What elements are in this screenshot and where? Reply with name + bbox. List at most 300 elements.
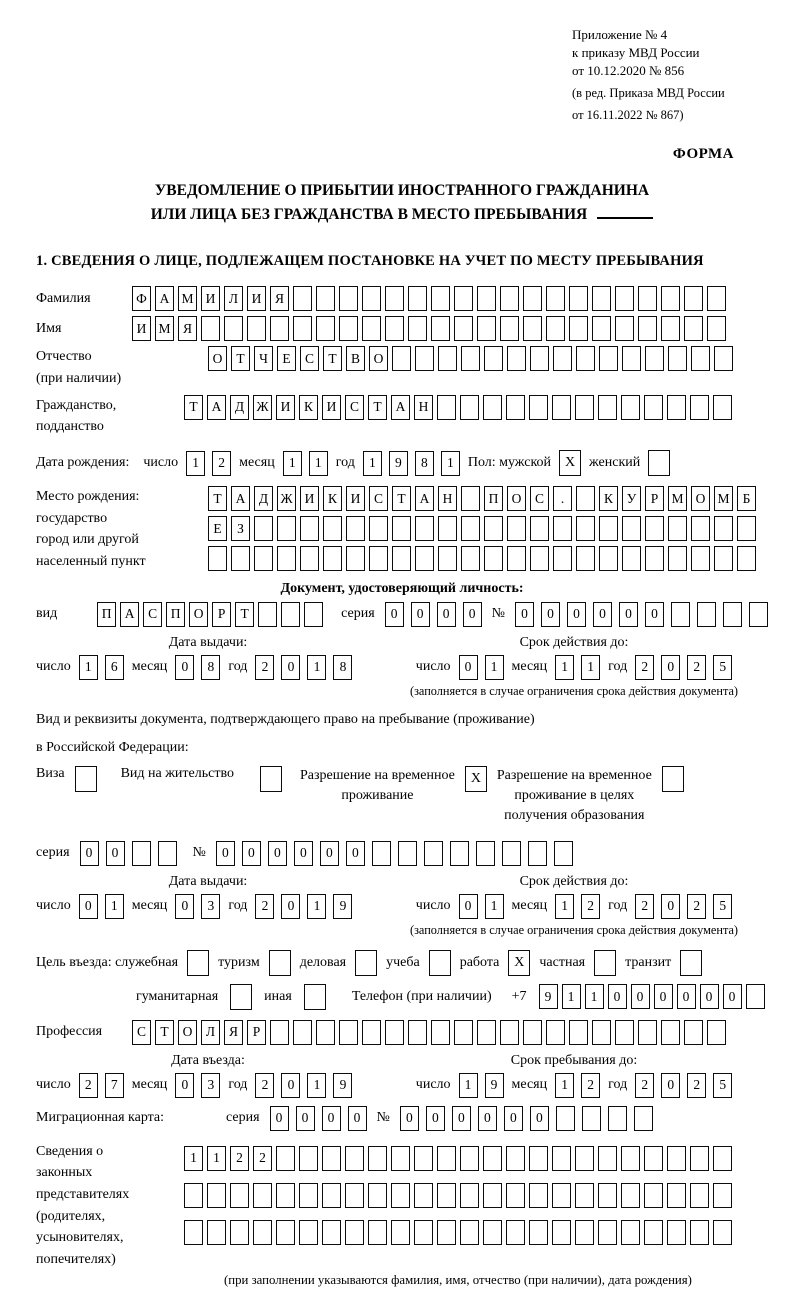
char-box[interactable]: [323, 546, 342, 571]
char-box[interactable]: Д: [230, 395, 249, 420]
char-box[interactable]: И: [276, 395, 295, 420]
char-box[interactable]: 0: [504, 1106, 523, 1131]
char-box[interactable]: 0: [645, 602, 664, 627]
char-box[interactable]: [576, 516, 595, 541]
char-box[interactable]: [362, 286, 381, 311]
char-box[interactable]: 1: [307, 1073, 326, 1098]
char-box[interactable]: [661, 286, 680, 311]
char-box[interactable]: [592, 1020, 611, 1045]
char-box[interactable]: [461, 346, 480, 371]
char-box[interactable]: 2: [253, 1146, 272, 1171]
char-box[interactable]: [690, 1146, 709, 1171]
char-box[interactable]: Р: [212, 602, 231, 627]
char-box[interactable]: [414, 1220, 433, 1245]
char-box[interactable]: [369, 516, 388, 541]
char-box[interactable]: [644, 1146, 663, 1171]
char-box[interactable]: А: [155, 286, 174, 311]
char-box[interactable]: [461, 516, 480, 541]
residence-permit-checkbox[interactable]: [260, 766, 282, 792]
char-box[interactable]: [460, 395, 479, 420]
char-box[interactable]: [276, 1183, 295, 1208]
char-box[interactable]: [207, 1220, 226, 1245]
humanitarian-checkbox[interactable]: [230, 984, 252, 1010]
char-box[interactable]: [392, 546, 411, 571]
char-box[interactable]: [645, 546, 664, 571]
char-box[interactable]: 2: [255, 655, 274, 680]
char-box[interactable]: [316, 316, 335, 341]
char-box[interactable]: И: [346, 486, 365, 511]
char-box[interactable]: [529, 1220, 548, 1245]
char-box[interactable]: [461, 546, 480, 571]
char-box[interactable]: 1: [79, 655, 98, 680]
char-box[interactable]: 0: [268, 841, 287, 866]
transit-checkbox[interactable]: [680, 950, 702, 976]
char-box[interactable]: [454, 1020, 473, 1045]
char-box[interactable]: [454, 286, 473, 311]
char-box[interactable]: С: [132, 1020, 151, 1045]
char-box[interactable]: [477, 286, 496, 311]
char-box[interactable]: 0: [320, 841, 339, 866]
char-box[interactable]: [661, 1020, 680, 1045]
char-box[interactable]: 0: [567, 602, 586, 627]
char-box[interactable]: [684, 316, 703, 341]
char-box[interactable]: [345, 1183, 364, 1208]
char-box[interactable]: [546, 316, 565, 341]
char-box[interactable]: [254, 546, 273, 571]
study-checkbox[interactable]: [429, 950, 451, 976]
char-box[interactable]: [622, 516, 641, 541]
char-box[interactable]: И: [201, 286, 220, 311]
char-box[interactable]: [671, 602, 690, 627]
char-box[interactable]: [207, 1183, 226, 1208]
char-box[interactable]: [461, 486, 480, 511]
char-box[interactable]: 2: [581, 894, 600, 919]
char-box[interactable]: [608, 1106, 627, 1131]
char-box[interactable]: [483, 1146, 502, 1171]
char-box[interactable]: 0: [541, 602, 560, 627]
char-box[interactable]: 8: [333, 655, 352, 680]
char-box[interactable]: У: [622, 486, 641, 511]
char-box[interactable]: [575, 395, 594, 420]
char-box[interactable]: 2: [635, 894, 654, 919]
char-box[interactable]: [506, 1220, 525, 1245]
char-box[interactable]: 1: [581, 655, 600, 680]
char-box[interactable]: 2: [635, 1073, 654, 1098]
char-box[interactable]: 2: [255, 1073, 274, 1098]
char-box[interactable]: [253, 1183, 272, 1208]
char-box[interactable]: [746, 984, 765, 1009]
char-box[interactable]: [346, 546, 365, 571]
char-box[interactable]: [132, 841, 151, 866]
char-box[interactable]: [575, 1183, 594, 1208]
char-box[interactable]: [569, 316, 588, 341]
char-box[interactable]: [552, 1220, 571, 1245]
char-box[interactable]: [598, 395, 617, 420]
char-box[interactable]: [316, 286, 335, 311]
char-box[interactable]: [184, 1183, 203, 1208]
char-box[interactable]: [615, 1020, 634, 1045]
char-box[interactable]: 0: [677, 984, 696, 1009]
char-box[interactable]: Т: [231, 346, 250, 371]
char-box[interactable]: И: [300, 486, 319, 511]
char-box[interactable]: О: [208, 346, 227, 371]
char-box[interactable]: [372, 841, 391, 866]
char-box[interactable]: 9: [485, 1073, 504, 1098]
char-box[interactable]: П: [166, 602, 185, 627]
char-box[interactable]: .: [553, 486, 572, 511]
char-box[interactable]: О: [691, 486, 710, 511]
char-box[interactable]: [737, 546, 756, 571]
char-box[interactable]: [749, 602, 768, 627]
char-box[interactable]: [339, 286, 358, 311]
char-box[interactable]: [569, 1020, 588, 1045]
char-box[interactable]: [713, 1183, 732, 1208]
char-box[interactable]: [529, 1183, 548, 1208]
char-box[interactable]: 2: [687, 655, 706, 680]
char-box[interactable]: [552, 395, 571, 420]
char-box[interactable]: 0: [411, 602, 430, 627]
char-box[interactable]: [385, 316, 404, 341]
char-box[interactable]: Т: [392, 486, 411, 511]
char-box[interactable]: 0: [281, 894, 300, 919]
char-box[interactable]: [592, 316, 611, 341]
char-box[interactable]: [553, 516, 572, 541]
char-box[interactable]: [529, 1146, 548, 1171]
char-box[interactable]: [437, 1146, 456, 1171]
char-box[interactable]: [299, 1220, 318, 1245]
char-box[interactable]: [231, 546, 250, 571]
char-box[interactable]: [398, 841, 417, 866]
char-box[interactable]: [598, 1183, 617, 1208]
char-box[interactable]: 1: [283, 451, 302, 476]
char-box[interactable]: [270, 1020, 289, 1045]
char-box[interactable]: С: [300, 346, 319, 371]
char-box[interactable]: [277, 516, 296, 541]
char-box[interactable]: [500, 286, 519, 311]
char-box[interactable]: 1: [555, 655, 574, 680]
char-box[interactable]: [368, 1146, 387, 1171]
char-box[interactable]: Т: [155, 1020, 174, 1045]
char-box[interactable]: [691, 546, 710, 571]
char-box[interactable]: [615, 316, 634, 341]
char-box[interactable]: П: [97, 602, 116, 627]
other-checkbox[interactable]: [304, 984, 326, 1010]
char-box[interactable]: [713, 1220, 732, 1245]
char-box[interactable]: Е: [208, 516, 227, 541]
char-box[interactable]: [668, 546, 687, 571]
char-box[interactable]: [569, 286, 588, 311]
char-box[interactable]: [530, 546, 549, 571]
char-box[interactable]: [391, 1183, 410, 1208]
char-box[interactable]: [415, 546, 434, 571]
char-box[interactable]: Ж: [253, 395, 272, 420]
char-box[interactable]: С: [345, 395, 364, 420]
char-box[interactable]: [437, 395, 456, 420]
char-box[interactable]: [502, 841, 521, 866]
char-box[interactable]: 1: [485, 655, 504, 680]
char-box[interactable]: [556, 1106, 575, 1131]
char-box[interactable]: [392, 516, 411, 541]
char-box[interactable]: С: [143, 602, 162, 627]
char-box[interactable]: З: [231, 516, 250, 541]
char-box[interactable]: [438, 346, 457, 371]
char-box[interactable]: [431, 1020, 450, 1045]
char-box[interactable]: 0: [459, 655, 478, 680]
char-box[interactable]: [599, 516, 618, 541]
char-box[interactable]: 2: [687, 1073, 706, 1098]
char-box[interactable]: [281, 602, 300, 627]
char-box[interactable]: 0: [661, 1073, 680, 1098]
char-box[interactable]: [634, 1106, 653, 1131]
char-box[interactable]: [322, 1146, 341, 1171]
char-box[interactable]: [530, 346, 549, 371]
char-box[interactable]: [391, 1220, 410, 1245]
char-box[interactable]: Т: [368, 395, 387, 420]
char-box[interactable]: 9: [389, 451, 408, 476]
char-box[interactable]: 5: [713, 655, 732, 680]
char-box[interactable]: [483, 1220, 502, 1245]
char-box[interactable]: [253, 1220, 272, 1245]
char-box[interactable]: [300, 546, 319, 571]
char-box[interactable]: 2: [212, 451, 231, 476]
char-box[interactable]: 1: [441, 451, 460, 476]
char-box[interactable]: П: [484, 486, 503, 511]
char-box[interactable]: [276, 1220, 295, 1245]
char-box[interactable]: 9: [333, 1073, 352, 1098]
char-box[interactable]: А: [391, 395, 410, 420]
char-box[interactable]: [158, 841, 177, 866]
char-box[interactable]: [523, 1020, 542, 1045]
char-box[interactable]: [323, 516, 342, 541]
char-box[interactable]: [299, 1146, 318, 1171]
char-box[interactable]: 0: [348, 1106, 367, 1131]
char-box[interactable]: 5: [713, 894, 732, 919]
char-box[interactable]: [184, 1220, 203, 1245]
char-box[interactable]: [437, 1183, 456, 1208]
char-box[interactable]: 0: [452, 1106, 471, 1131]
char-box[interactable]: О: [369, 346, 388, 371]
char-box[interactable]: [304, 602, 323, 627]
char-box[interactable]: [293, 286, 312, 311]
char-box[interactable]: 0: [106, 841, 125, 866]
char-box[interactable]: [707, 286, 726, 311]
char-box[interactable]: [322, 1220, 341, 1245]
char-box[interactable]: [638, 1020, 657, 1045]
char-box[interactable]: С: [530, 486, 549, 511]
char-box[interactable]: [621, 1183, 640, 1208]
char-box[interactable]: [254, 516, 273, 541]
tourism-checkbox[interactable]: [269, 950, 291, 976]
char-box[interactable]: 1: [555, 1073, 574, 1098]
char-box[interactable]: 8: [201, 655, 220, 680]
char-box[interactable]: [598, 1220, 617, 1245]
char-box[interactable]: О: [189, 602, 208, 627]
char-box[interactable]: 0: [631, 984, 650, 1009]
char-box[interactable]: А: [415, 486, 434, 511]
male-checkbox[interactable]: X: [559, 450, 581, 476]
char-box[interactable]: 0: [79, 894, 98, 919]
char-box[interactable]: 1: [585, 984, 604, 1009]
char-box[interactable]: [208, 546, 227, 571]
char-box[interactable]: [690, 1220, 709, 1245]
char-box[interactable]: А: [120, 602, 139, 627]
char-box[interactable]: [576, 546, 595, 571]
char-box[interactable]: О: [507, 486, 526, 511]
char-box[interactable]: [644, 395, 663, 420]
char-box[interactable]: [684, 286, 703, 311]
char-box[interactable]: 0: [426, 1106, 445, 1131]
char-box[interactable]: 0: [175, 894, 194, 919]
char-box[interactable]: [300, 516, 319, 541]
char-box[interactable]: 5: [713, 1073, 732, 1098]
char-box[interactable]: [553, 346, 572, 371]
char-box[interactable]: 1: [562, 984, 581, 1009]
char-box[interactable]: Т: [208, 486, 227, 511]
char-box[interactable]: 0: [619, 602, 638, 627]
char-box[interactable]: Т: [235, 602, 254, 627]
char-box[interactable]: [523, 316, 542, 341]
char-box[interactable]: И: [247, 286, 266, 311]
char-box[interactable]: [414, 1183, 433, 1208]
char-box[interactable]: [506, 395, 525, 420]
char-box[interactable]: В: [346, 346, 365, 371]
char-box[interactable]: И: [132, 316, 151, 341]
char-box[interactable]: 0: [700, 984, 719, 1009]
char-box[interactable]: [500, 1020, 519, 1045]
char-box[interactable]: [408, 286, 427, 311]
char-box[interactable]: [484, 546, 503, 571]
char-box[interactable]: 2: [255, 894, 274, 919]
char-box[interactable]: [644, 1183, 663, 1208]
char-box[interactable]: [392, 346, 411, 371]
char-box[interactable]: [385, 286, 404, 311]
char-box[interactable]: О: [178, 1020, 197, 1045]
char-box[interactable]: [644, 1220, 663, 1245]
char-box[interactable]: [507, 346, 526, 371]
char-box[interactable]: [599, 346, 618, 371]
char-box[interactable]: [230, 1220, 249, 1245]
char-box[interactable]: [638, 286, 657, 311]
char-box[interactable]: [523, 286, 542, 311]
char-box[interactable]: [621, 1220, 640, 1245]
char-box[interactable]: Л: [201, 1020, 220, 1045]
char-box[interactable]: [684, 1020, 703, 1045]
char-box[interactable]: [714, 516, 733, 541]
char-box[interactable]: [546, 286, 565, 311]
char-box[interactable]: [506, 1183, 525, 1208]
char-box[interactable]: [258, 602, 277, 627]
char-box[interactable]: [484, 346, 503, 371]
char-box[interactable]: 0: [296, 1106, 315, 1131]
char-box[interactable]: Я: [224, 1020, 243, 1045]
char-box[interactable]: [201, 316, 220, 341]
char-box[interactable]: 3: [201, 894, 220, 919]
char-box[interactable]: 0: [530, 1106, 549, 1131]
char-box[interactable]: [530, 516, 549, 541]
char-box[interactable]: [668, 516, 687, 541]
edu-permit-checkbox[interactable]: [662, 766, 684, 792]
private-checkbox[interactable]: [594, 950, 616, 976]
char-box[interactable]: 0: [216, 841, 235, 866]
char-box[interactable]: 2: [635, 655, 654, 680]
char-box[interactable]: Н: [414, 395, 433, 420]
char-box[interactable]: [553, 546, 572, 571]
char-box[interactable]: [661, 316, 680, 341]
char-box[interactable]: [500, 316, 519, 341]
char-box[interactable]: [621, 1146, 640, 1171]
char-box[interactable]: [638, 316, 657, 341]
char-box[interactable]: 0: [322, 1106, 341, 1131]
char-box[interactable]: [414, 1146, 433, 1171]
char-box[interactable]: [408, 316, 427, 341]
char-box[interactable]: К: [323, 486, 342, 511]
char-box[interactable]: [362, 1020, 381, 1045]
char-box[interactable]: 0: [175, 1073, 194, 1098]
char-box[interactable]: [575, 1220, 594, 1245]
char-box[interactable]: [293, 1020, 312, 1045]
visa-checkbox[interactable]: [75, 766, 97, 792]
char-box[interactable]: [460, 1183, 479, 1208]
char-box[interactable]: 0: [400, 1106, 419, 1131]
char-box[interactable]: [483, 1183, 502, 1208]
char-box[interactable]: [667, 395, 686, 420]
char-box[interactable]: [554, 841, 573, 866]
char-box[interactable]: [622, 546, 641, 571]
char-box[interactable]: [707, 316, 726, 341]
char-box[interactable]: [737, 516, 756, 541]
char-box[interactable]: [714, 346, 733, 371]
char-box[interactable]: [697, 602, 716, 627]
char-box[interactable]: [368, 1183, 387, 1208]
char-box[interactable]: Ж: [277, 486, 296, 511]
char-box[interactable]: [599, 546, 618, 571]
char-box[interactable]: [615, 286, 634, 311]
char-box[interactable]: 1: [184, 1146, 203, 1171]
char-box[interactable]: [322, 1183, 341, 1208]
char-box[interactable]: С: [369, 486, 388, 511]
char-box[interactable]: 1: [105, 894, 124, 919]
char-box[interactable]: [582, 1106, 601, 1131]
char-box[interactable]: 0: [281, 655, 300, 680]
char-box[interactable]: И: [322, 395, 341, 420]
char-box[interactable]: 3: [201, 1073, 220, 1098]
char-box[interactable]: [691, 346, 710, 371]
char-box[interactable]: Р: [247, 1020, 266, 1045]
char-box[interactable]: [424, 841, 443, 866]
char-box[interactable]: 1: [485, 894, 504, 919]
char-box[interactable]: Я: [270, 286, 289, 311]
char-box[interactable]: [546, 1020, 565, 1045]
char-box[interactable]: [714, 546, 733, 571]
char-box[interactable]: К: [599, 486, 618, 511]
char-box[interactable]: [483, 395, 502, 420]
char-box[interactable]: А: [231, 486, 250, 511]
char-box[interactable]: [362, 316, 381, 341]
char-box[interactable]: [484, 516, 503, 541]
char-box[interactable]: 0: [346, 841, 365, 866]
char-box[interactable]: [713, 395, 732, 420]
char-box[interactable]: 1: [307, 655, 326, 680]
char-box[interactable]: [552, 1183, 571, 1208]
char-box[interactable]: [723, 602, 742, 627]
char-box[interactable]: 0: [654, 984, 673, 1009]
char-box[interactable]: Т: [184, 395, 203, 420]
char-box[interactable]: 0: [593, 602, 612, 627]
char-box[interactable]: [454, 316, 473, 341]
char-box[interactable]: [385, 1020, 404, 1045]
char-box[interactable]: [667, 1146, 686, 1171]
char-box[interactable]: [270, 316, 289, 341]
